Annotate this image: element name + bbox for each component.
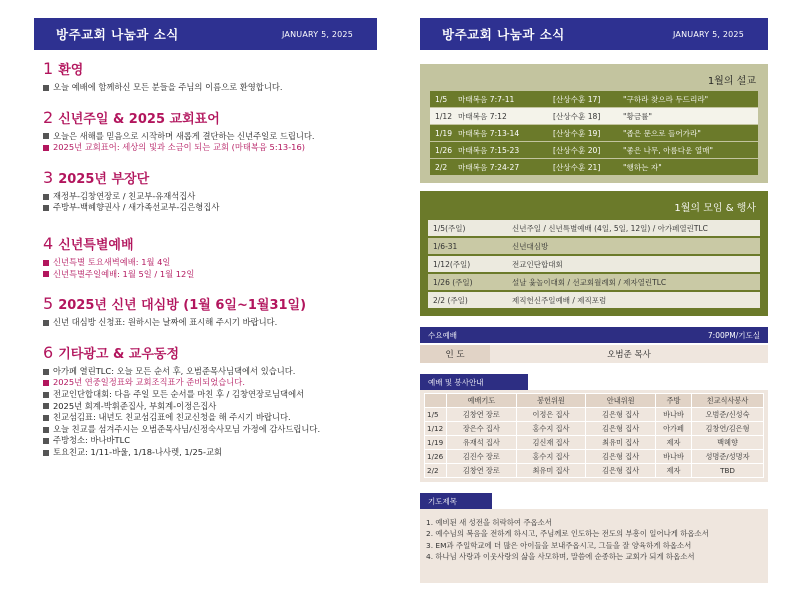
bullet-icon	[43, 194, 49, 200]
list-item: 전교인단합대회: 다음 주일 모든 순서를 마친 후 / 김창연장로님댁에서	[43, 389, 377, 401]
section-number: 5	[43, 294, 54, 314]
bullet-icon	[43, 403, 49, 409]
section-title: 2025년 부장단	[58, 171, 150, 187]
list-item: 1. 예비된 새 성전을 허락하여 주옵소서	[426, 518, 552, 527]
right-page	[420, 18, 768, 583]
service-bar	[420, 374, 528, 390]
bullet-icon	[43, 85, 49, 91]
announcement-department-heads	[43, 168, 377, 214]
bullet-icon	[43, 133, 49, 139]
event-row: 1/12(주일) 전교인단합대회	[428, 256, 760, 272]
sermon-schedule-title: 1월의 설교	[707, 76, 756, 87]
left-banner	[34, 18, 377, 50]
announcement-misc	[43, 343, 377, 459]
table-header: 친교식사봉사	[692, 394, 764, 408]
table-row: 1/26 김진수 장로 홍수지 집사 김은형 집사 바나바 성명준/성명자	[425, 450, 764, 464]
list-item: 주방청소: 바나바TLC	[43, 435, 377, 447]
leader-label: 인 도	[420, 345, 490, 363]
sermon-row: 1/19 마태복음 7:13-14 [산상수훈 19] "좁은 문으로 들어가라"	[430, 125, 758, 141]
bulletin-title: 방주교회 나눔과 소식	[442, 27, 565, 42]
list-item: 3. EM과 주일학교에 더 많은 아이들을 보내주옵시고, 그들을 잘 양육하게 하옵소서	[426, 540, 692, 550]
bullet-icon	[43, 415, 49, 421]
event-row: 2/2 (주일) 제직헌신주일예배 / 제직포럼	[428, 292, 760, 308]
bullet-icon	[43, 427, 49, 433]
list-item: 2025년 회계-박휘준집사, 부회계-이정은집사	[43, 401, 377, 413]
wednesday-time: 7:00PM/기도실	[707, 330, 760, 340]
list-item: 친교섬김표: 내년도 친교섬김표에 친교신청을 해 주시기 바랍니다.	[43, 412, 377, 424]
table-row: 2/2 김창연 장로 최유미 집사 김은형 집사 제자 TBD	[425, 464, 764, 478]
list-item: 2025년 교회표어: 세상의 빛과 소금이 되는 교회 (마태복음 5:13-16)	[43, 142, 377, 154]
sermon-row: 1/26 마태복음 7:15-23 [산상수훈 20] "좋은 나무, 아름다운 열매"	[430, 142, 758, 158]
event-row: 1/6-31 신년대심방	[428, 238, 760, 254]
section-title: 2025년 신년 대심방 (1월 6일~1월31일)	[58, 298, 307, 314]
section-number: 6	[43, 342, 54, 362]
sermon-row: 2/2 마태복음 7:24-27 [산상수훈 21] "행하는 자"	[430, 159, 758, 175]
announcement-new-year	[43, 108, 377, 154]
wednesday-label: 수요예배	[428, 330, 457, 340]
prayer-bar	[420, 493, 492, 509]
event-row: 1/5(주일) 신년주일 / 신년특별예배 (4일, 5일, 12일) / 아가페열린TLC	[428, 220, 760, 236]
table-row: 1/5 김창연 장로 이정은 집사 김은형 집사 바나바 오범준/신성숙	[425, 408, 764, 422]
section-title: 신년특별예배	[58, 237, 134, 253]
table-header: 안내위원	[586, 394, 656, 408]
bulletin-date: JANUARY 5, 2025	[281, 29, 353, 39]
table-header: 예배기도	[447, 394, 517, 408]
list-item: 재정부-김창연장로 / 친교부-유재석집사	[43, 191, 377, 203]
list-item: 토요친교: 1/11-바울, 1/18-나사렛, 1/25-교회	[43, 447, 377, 459]
list-item: 오늘 예배에 함께하신 모든 분들을 주님의 이름으로 환영합니다.	[43, 82, 377, 94]
bullet-icon	[43, 380, 49, 386]
list-item: 2025년 연중일정표와 교회조직표가 준비되었습니다.	[43, 377, 377, 389]
bullet-icon	[43, 205, 49, 211]
announcement-visitation	[43, 294, 377, 329]
events-schedule	[420, 191, 768, 316]
sermon-schedule	[420, 64, 768, 183]
table-header	[425, 394, 447, 408]
section-number: 2	[43, 107, 54, 127]
service-label: 예배 및 봉사안내	[428, 377, 484, 387]
list-item: 아가페 열린TLC: 오늘 모든 순서 후, 오범준목사님댁에서 있습니다.	[43, 366, 377, 378]
list-item: 2. 예수님의 복음을 전하게 하시고, 주님께로 인도하는 전도의 부흥이 일어나게 하옵소서	[426, 529, 709, 539]
table-header-row	[425, 394, 764, 408]
section-title: 기타광고 & 교우동정	[58, 346, 180, 362]
prayer-list	[420, 509, 768, 583]
bullet-icon	[43, 320, 49, 326]
service-table-wrap	[420, 390, 768, 482]
prayer-label: 기도제목	[428, 496, 457, 506]
bullet-icon	[43, 260, 49, 266]
table-row: 1/12 장은수 집사 홍수지 집사 김은형 집사 아가페 김창연/김은형	[425, 422, 764, 436]
bullet-icon	[43, 438, 49, 444]
right-banner	[420, 18, 768, 50]
list-item: 주방부-백혜향권사 / 새가족선교부-김은형집사	[43, 202, 377, 214]
section-number: 3	[43, 167, 54, 187]
service-table	[424, 393, 764, 478]
section-title: 환영	[58, 63, 84, 78]
list-item: 신년특별 토요새벽예배: 1월 4일	[43, 257, 377, 269]
events-schedule-title: 1월의 모임 & 행사	[674, 203, 756, 214]
table-header: 봉헌위원	[516, 394, 586, 408]
bulletin-date: JANUARY 5, 2025	[672, 29, 744, 39]
leader-name: 오범준 목사	[607, 350, 651, 360]
bullet-icon	[43, 271, 49, 277]
list-item: 오늘은 새해를 믿음으로 시작하며 새롭게 결단하는 신년주일로 드립니다.	[43, 131, 377, 143]
sermon-row: 1/5 마태복음 7:7-11 [산상수훈 17] "구하라 찾으라 두드리라"	[430, 91, 758, 107]
wednesday-service	[420, 327, 768, 363]
wednesday-leader-row	[420, 345, 768, 363]
service-assignments	[420, 374, 768, 482]
list-item: 오늘 친교를 섬겨주시는 오범준목사님/신정숙사모님 가정에 감사드립니다.	[43, 424, 377, 436]
wednesday-bar	[420, 327, 768, 343]
bullet-icon	[43, 392, 49, 398]
announcement-special-service	[43, 234, 377, 280]
list-item: 신년특별주일예배: 1월 5일 / 1월 12일	[43, 269, 377, 281]
bullet-icon	[43, 369, 49, 375]
table-row: 1/19 유재석 집사 김신재 집사 최유미 집사 제자 백혜향	[425, 436, 764, 450]
bullet-icon	[43, 145, 49, 151]
list-item: 신년 대심방 신청표: 원하시는 날짜에 표시해 주시기 바랍니다.	[43, 317, 377, 329]
prayer-requests	[420, 493, 768, 583]
section-number: 1	[43, 59, 54, 78]
bulletin-title: 방주교회 나눔과 소식	[56, 27, 179, 42]
announcement-welcome	[43, 59, 377, 94]
section-number: 4	[43, 233, 54, 253]
bullet-icon	[43, 450, 49, 456]
event-row: 1/26 (주일) 설날 윷놀이대회 / 선교회월례회 / 제자열린TLC	[428, 274, 760, 290]
left-page	[34, 18, 377, 459]
table-header: 주방	[656, 394, 692, 408]
section-title: 신년주일 & 2025 교회표어	[58, 111, 220, 127]
sermon-row: 1/12 마태복음 7:12 [산상수훈 18] "황금률"	[430, 108, 758, 124]
list-item: 4. 하나님 사랑과 이웃사랑의 삶을 사모하며, 말씀에 순종하는 교회가 되게 하옵소서	[426, 552, 695, 562]
